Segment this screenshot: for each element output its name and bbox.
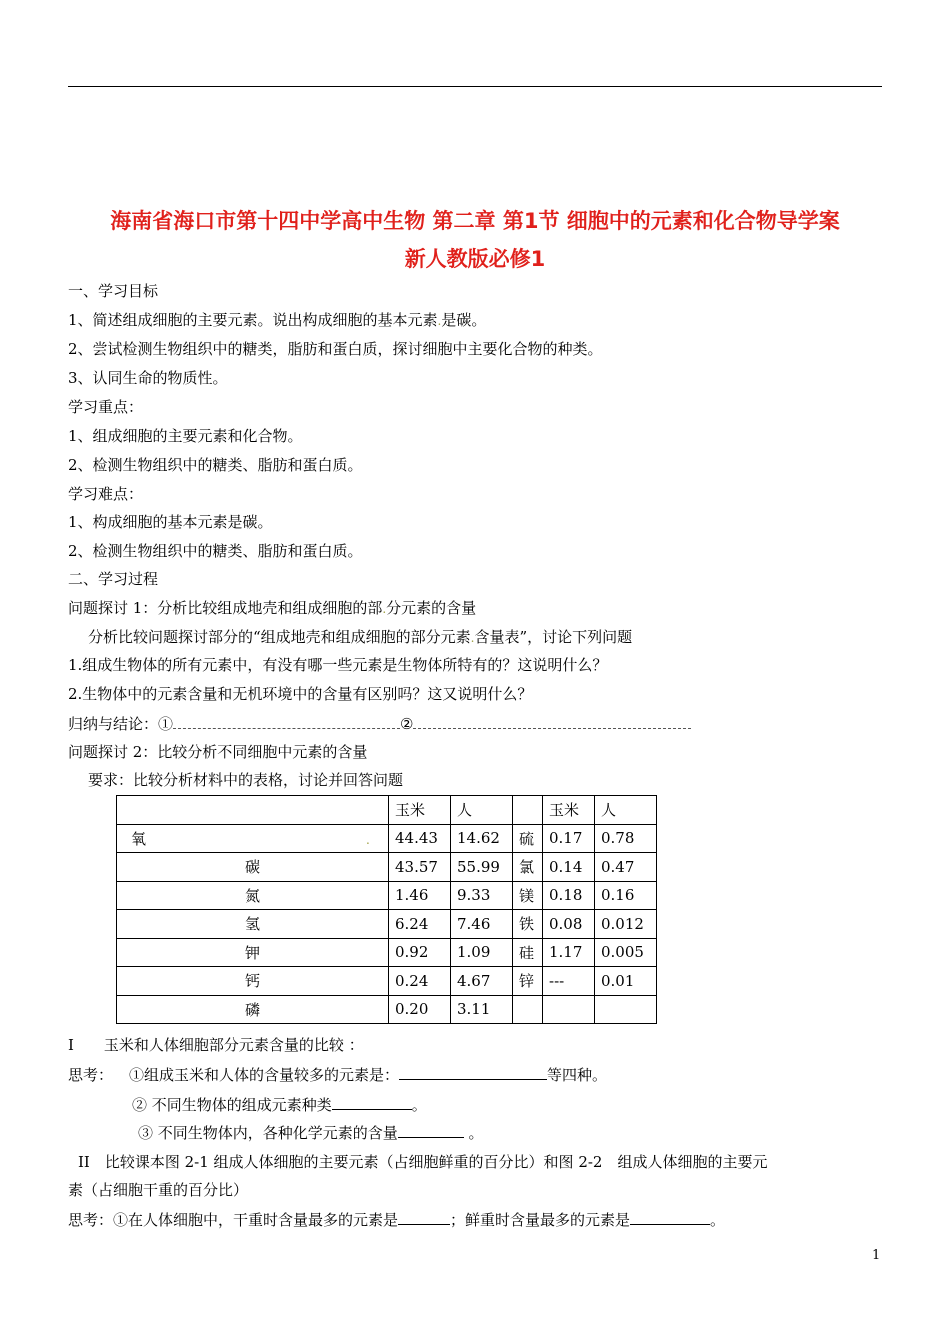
question-1-title: 问题探讨 1：分析比较组成地壳和组成细胞的部.分元素的含量 (68, 599, 477, 617)
table-cell: 55.99 (451, 853, 513, 882)
table-cell: 氯 (513, 853, 543, 882)
table-cell: 43.57 (389, 853, 451, 882)
part-1-heading: I 玉米和人体细胞部分元素含量的比较 ： (68, 1036, 364, 1054)
table-row (117, 881, 657, 910)
key-point-2: 2、检测生物组织中的糖类、脂肪和蛋白质。 (68, 456, 363, 474)
table-header-cell: 人 (451, 796, 513, 825)
table-cell: 0.20 (389, 995, 451, 1024)
table-cell: 0.14 (543, 853, 595, 882)
answer-blank[interactable] (399, 1064, 547, 1080)
table-cell: 锌 (513, 967, 543, 996)
table-cell: 14.62 (451, 824, 513, 853)
table-cell: 3.11 (451, 995, 513, 1024)
table-cell: 镁 (513, 881, 543, 910)
table-header-cell: 玉米 (543, 796, 595, 825)
table-header-cell: 玉米 (389, 796, 451, 825)
table-row (117, 910, 657, 939)
stray-dot: . (437, 314, 442, 328)
part-2-heading-line2: 素（占细胞干重的百分比） (68, 1181, 249, 1199)
think-1-item-2: ② 不同生物体的组成元素种类 。 (132, 1096, 427, 1114)
question-1-description: 分析比较问题探讨部分的“组成地壳和组成细胞的部分元素.含量表”，讨论下列问题 (88, 628, 633, 646)
table-cell: 0.012 (595, 910, 657, 939)
section-heading-objectives: 一、学习目标 (68, 282, 159, 300)
table-row (117, 824, 657, 853)
key-point-1: 1、组成细胞的主要元素和化合物。 (68, 427, 303, 445)
table-header-cell (117, 796, 389, 825)
table-cell: 0.005 (595, 938, 657, 967)
think-1-item-3: ③ 不同生物体内，各种化学元素的含量 。 (138, 1124, 484, 1142)
table-cell: 钾 (117, 938, 389, 967)
table-row (117, 995, 657, 1024)
table-cell: 硫 (513, 824, 543, 853)
table-cell: 0.18 (543, 881, 595, 910)
table-row (117, 938, 657, 967)
table-header-row (117, 796, 657, 825)
table-cell: 1.46 (389, 881, 451, 910)
table-cell: 7.46 (451, 910, 513, 939)
table-cell: 碳 (117, 853, 389, 882)
table-cell (543, 995, 595, 1024)
document-title-line1: 海南省海口市第十四中学高中生物 第二章 第1节 细胞中的元素和化合物导学案 (110, 209, 840, 233)
answer-blank[interactable] (332, 1094, 412, 1110)
question-1-item-2: 2.生物体中的元素含量和无机环境中的含量有区别吗？这又说明什么？ (68, 685, 533, 703)
table-cell: 铁 (513, 910, 543, 939)
difficulties-heading: 学习难点： (68, 485, 144, 503)
element-content-table (116, 795, 657, 1024)
header-rule (68, 86, 882, 87)
table-header-cell: 人 (595, 796, 657, 825)
section-heading-process: 二、学习过程 (68, 570, 159, 588)
document-title-line2: 新人教版必修1 (404, 247, 546, 271)
table-cell: 0.92 (389, 938, 451, 967)
table-cell: 氢 (117, 910, 389, 939)
table-row (117, 853, 657, 882)
question-2-requirement: 要求：比较分析材料中的表格，讨论并回答问题 (88, 771, 404, 789)
answer-blank[interactable] (398, 1122, 464, 1138)
part-2-heading-line1: II 比较课本图 2-1 组成人体细胞的主要元素（占细胞鲜重的百分比）和图 2-2 组成人体细胞的主要元 (78, 1153, 768, 1171)
table-cell: 0.17 (543, 824, 595, 853)
table-cell: 1.17 (543, 938, 595, 967)
table-cell: 9.33 (451, 881, 513, 910)
table-cell: 44.43 (389, 824, 451, 853)
page-number: 1 (872, 1248, 881, 1263)
table-cell: 0.78 (595, 824, 657, 853)
difficulty-2: 2、检测生物组织中的糖类、脂肪和蛋白质。 (68, 542, 363, 560)
answer-blank[interactable] (398, 1209, 450, 1225)
table-header-cell (513, 796, 543, 825)
stray-dot: . (382, 602, 387, 616)
table-cell: 0.01 (595, 967, 657, 996)
objective-3: 3、认同生命的物质性。 (68, 369, 228, 387)
table-cell: 0.08 (543, 910, 595, 939)
table-cell: 钙 (117, 967, 389, 996)
answer-blank[interactable] (630, 1209, 710, 1225)
difficulty-1: 1、构成细胞的基本元素是碳。 (68, 513, 273, 531)
stray-dot: . (470, 631, 475, 645)
table-cell (595, 995, 657, 1024)
table-cell: 0.24 (389, 967, 451, 996)
table-cell: 0.47 (595, 853, 657, 882)
table-cell: 氮 (117, 881, 389, 910)
question-2-title: 问题探讨 2：比较分析不同细胞中元素的含量 (68, 743, 368, 761)
conclusion-blank-1[interactable] (173, 713, 400, 729)
table-cell: 4.67 (451, 967, 513, 996)
table-cell: 1.09 (451, 938, 513, 967)
key-points-heading: 学习重点： (68, 398, 144, 416)
table-cell: --- (543, 967, 595, 996)
table-cell: 硅 (513, 938, 543, 967)
table-cell: 0.16 (595, 881, 657, 910)
table-cell: 磷 (117, 995, 389, 1024)
objective-2: 2、尝试检测生物组织中的糖类，脂肪和蛋白质，探讨细胞中主要化合物的种类。 (68, 340, 603, 358)
table-cell: 氧 . (117, 824, 389, 853)
table-cell (513, 995, 543, 1024)
objective-1: 1、简述组成细胞的主要元素。说出构成细胞的基本元素.是碳。 (68, 311, 487, 329)
conclusion-line: 归纳与结论：① ② (68, 713, 691, 734)
conclusion-blank-2[interactable] (413, 713, 691, 729)
think-2-item-1: 思考：①在人体细胞中，干重时含量最多的元素是 ；鲜重时含量最多的元素是 。 (68, 1211, 726, 1229)
table-cell: 6.24 (389, 910, 451, 939)
question-1-item-1: 1.组成生物体的所有元素中，有没有哪一些元素是生物体所特有的？这说明什么？ (68, 656, 608, 674)
think-1-item-1: 思考： ①组成玉米和人体的含量较多的元素是： 等四种。 (68, 1066, 608, 1084)
stray-dot: . (366, 832, 370, 847)
table-row (117, 967, 657, 996)
